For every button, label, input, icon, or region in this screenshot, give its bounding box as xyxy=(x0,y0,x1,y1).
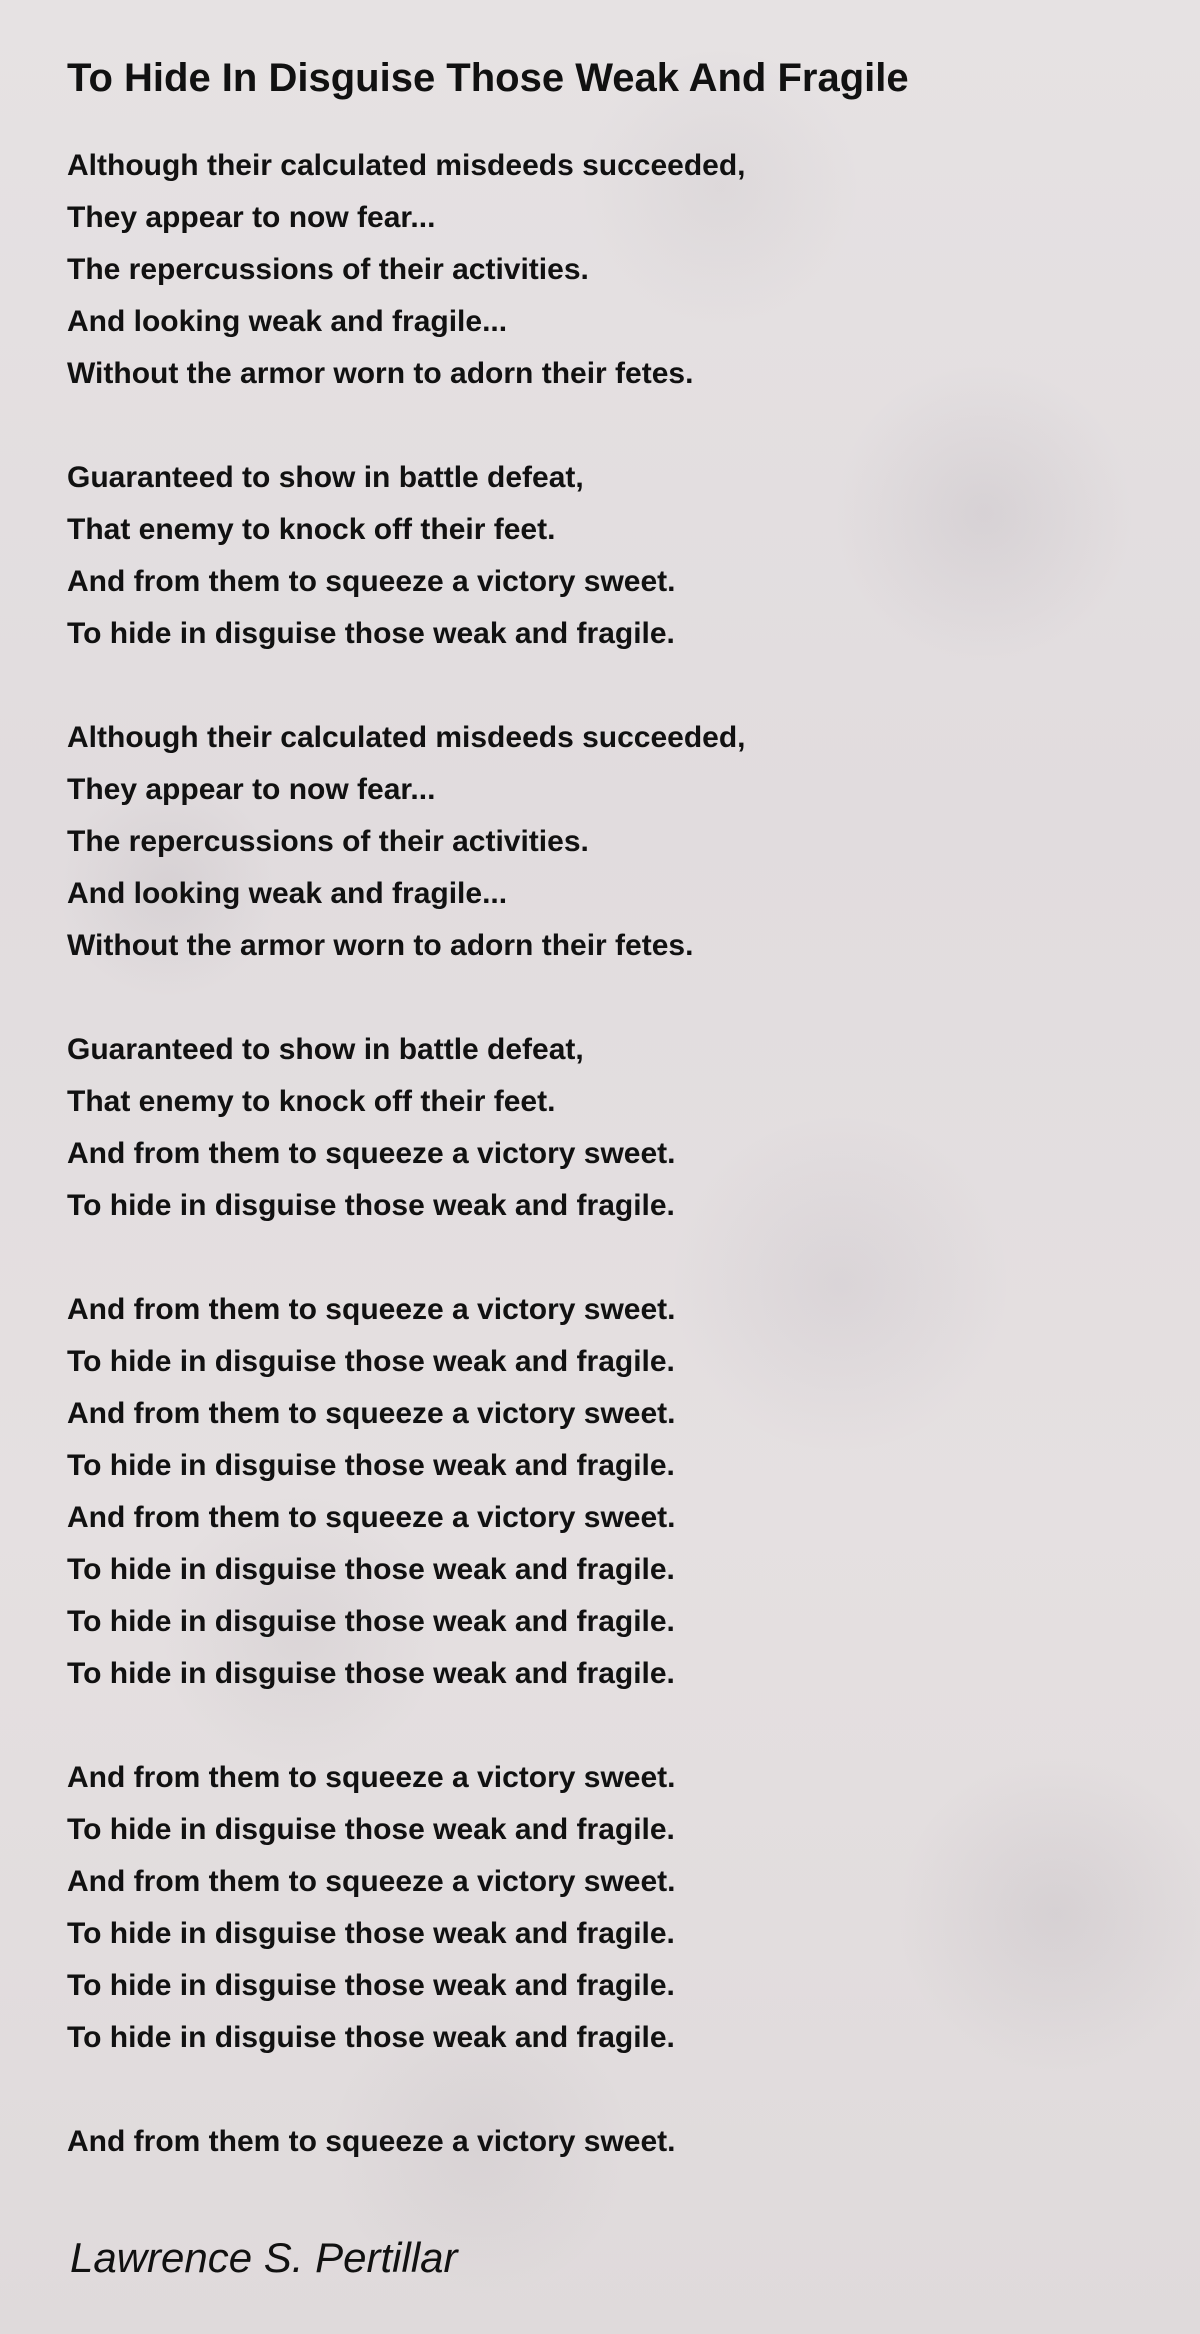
poem-line: And looking weak and fragile... xyxy=(67,305,508,338)
stanza xyxy=(67,452,1167,660)
poem-line: Although their calculated misdeeds succeeded, xyxy=(67,721,746,754)
poem-line: And from them to squeeze a victory sweet. xyxy=(67,2125,676,2158)
poem-line: To hide in disguise those weak and fragile. xyxy=(67,1813,675,1846)
poem-line: And looking weak and fragile... xyxy=(67,877,508,910)
poem-line: To hide in disguise those weak and fragile. xyxy=(67,1657,675,1690)
poem-line: To hide in disguise those weak and fragile. xyxy=(67,1449,675,1482)
poem-line: To hide in disguise those weak and fragile. xyxy=(67,1969,675,2002)
poem-line: To hide in disguise those weak and fragile. xyxy=(67,1917,675,1950)
poem-line: Without the armor worn to adorn their fetes. xyxy=(67,929,694,962)
poem-line: And from them to squeeze a victory sweet. xyxy=(67,1761,676,1794)
poem-line: They appear to now fear... xyxy=(67,201,436,234)
poem-line: To hide in disguise those weak and fragile. xyxy=(67,1553,675,1586)
stanza xyxy=(67,140,1167,400)
poem-line: That enemy to knock off their feet. xyxy=(67,513,556,546)
poem-line: And from them to squeeze a victory sweet. xyxy=(67,1137,676,1170)
poem-line: To hide in disguise those weak and fragile. xyxy=(67,1345,675,1378)
poem-page xyxy=(67,50,1167,2168)
stanza xyxy=(67,1284,1167,1700)
stanza xyxy=(67,1752,1167,2064)
poem-line: They appear to now fear... xyxy=(67,773,436,806)
stanza xyxy=(67,712,1167,972)
poem-line: To hide in disguise those weak and fragile. xyxy=(67,2021,675,2054)
poem-line: And from them to squeeze a victory sweet. xyxy=(67,1293,676,1326)
stanza xyxy=(67,1024,1167,1232)
poem-line: Without the armor worn to adorn their fetes. xyxy=(67,357,694,390)
stanza xyxy=(67,2116,1167,2168)
poem-line: To hide in disguise those weak and fragile. xyxy=(67,617,675,650)
poem-line: To hide in disguise those weak and fragile. xyxy=(67,1605,675,1638)
poem-line: Although their calculated misdeeds succeeded, xyxy=(67,149,746,182)
poem-line: That enemy to knock off their feet. xyxy=(67,1085,556,1118)
poem-line: And from them to squeeze a victory sweet. xyxy=(67,1397,676,1430)
poem-line: And from them to squeeze a victory sweet. xyxy=(67,565,676,598)
poem-body xyxy=(67,140,1167,2168)
poem-line: And from them to squeeze a victory sweet. xyxy=(67,1501,676,1534)
poem-line: The repercussions of their activities. xyxy=(67,253,589,286)
poem-line: And from them to squeeze a victory sweet. xyxy=(67,1865,676,1898)
poem-title: To Hide In Disguise Those Weak And Fragile xyxy=(67,56,909,100)
poem-author: Lawrence S. Pertillar xyxy=(70,2234,458,2281)
poem-line: Guaranteed to show in battle defeat, xyxy=(67,1033,584,1066)
poem-line: Guaranteed to show in battle defeat, xyxy=(67,461,584,494)
poem-line: The repercussions of their activities. xyxy=(67,825,589,858)
poem-line: To hide in disguise those weak and fragile. xyxy=(67,1189,675,1222)
